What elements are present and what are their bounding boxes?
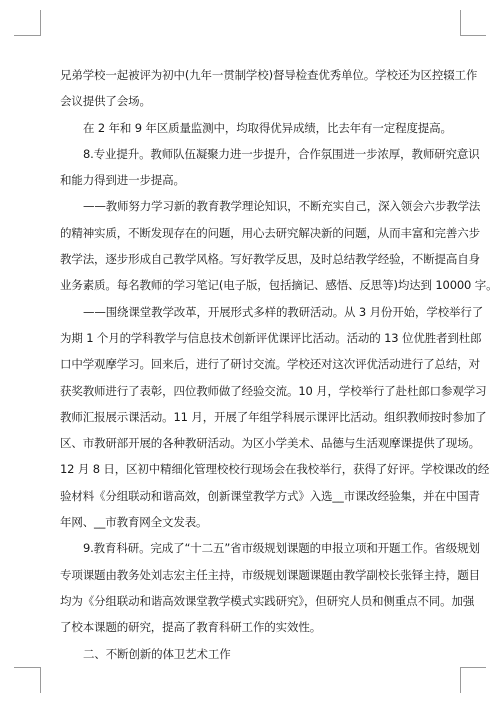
text-line: 和能力得到进一步提高。: [60, 173, 185, 188]
text-line: 区、市教研部开展的各种教研活动。为区小学美术、品德与生活观摩课提供了现场。: [60, 436, 480, 451]
text-line: 获奖教师进行了表彰，四位教师做了经验交流。10 月，学校举行了赴杜郎口参观学习: [60, 383, 487, 398]
text-line: 9.教育科研。完成了“十二五”省市级规划课题的申报立项和开题工作。省级规划: [83, 541, 480, 556]
text-line: ——教师努力学习新的教育教学理论知识，不断充实自己，深入领会六步教学法: [83, 199, 481, 214]
section-heading: 二、不断创新的体卫艺术工作: [83, 646, 231, 661]
crop-mark-top-right-h: [460, 35, 486, 36]
text-line: 为期 1 个月的学科教学与信息技术创新评优课评比活动。活动的 13 位优胜者到杜郎: [60, 330, 482, 345]
crop-mark-bottom-right-h: [460, 667, 486, 668]
text-line: 专项课题由教务处刘志宏主任主持，市级规划课题课题由教学副校长张铎主持，题目: [60, 567, 480, 582]
text-line: 兄弟学校一起被评为初中(九年一贯制学校)督导检查优秀单位。学校还为区控辍工作: [60, 68, 478, 82]
crop-mark-bottom-right-v: [460, 667, 461, 693]
text-line: 年网、__市教育网全文发表。: [60, 515, 208, 530]
text-line: 12 月 8 日，区初中精细化管理校校行现场会在我校举行，获得了好评。学校课改的经: [60, 462, 490, 477]
text-line: ——围绕课堂教学改革，开展形式多样的教研活动。从 3 月份开始，学校举行了: [83, 304, 484, 319]
text-line: 会议提供了会场。: [60, 94, 151, 109]
document-body: [60, 62, 498, 667]
text-line: 验材料《分组联动和谐高效，创新课堂教学方式》入选__市课改经验集，并在中国青: [60, 488, 480, 503]
text-line: 在 2 年和 9 年区质量监测中，均取得优异成绩，比去年有一定程度提高。: [83, 120, 452, 135]
text-line: 的精神实质，不断发现存在的问题，用心去研究解决新的问题，从而丰富和完善六步: [60, 225, 480, 240]
crop-mark-bottom-left-v: [40, 667, 41, 693]
text-line: 了校本课题的研究，提高了教育科研工作的实效性。: [60, 620, 322, 635]
text-line: 8.专业提升。教师队伍凝聚力进一步提升，合作氛围进一步浓厚，教师研究意识: [83, 146, 480, 161]
crop-mark-bottom-left-h: [14, 667, 40, 668]
text-line: 均为《分组联动和谐高效课堂教学模式实践研究》，但研究人员和侧重点不同。加强: [60, 593, 475, 608]
crop-mark-top-right-v: [460, 10, 461, 36]
text-line: 口中学观摩学习。回来后，进行了研讨交流。学校还对这次评优活动进行了总结，对: [60, 357, 480, 372]
crop-mark-top-left-v: [40, 10, 41, 36]
text-line: 业务素质。每名教师的学习笔记(电子版，包括摘记、感悟、反思等)均达到 10000 字。: [60, 278, 498, 293]
text-line: 教学法，逐步形成自己教学风格。写好教学反思，及时总结教学经验，不断提高自身: [60, 252, 480, 267]
text-line: 教师汇报展示课活动。11 月，开展了年组学科展示课评比活动。组织教师按时参加了: [60, 409, 487, 424]
crop-mark-top-left-h: [14, 35, 40, 36]
